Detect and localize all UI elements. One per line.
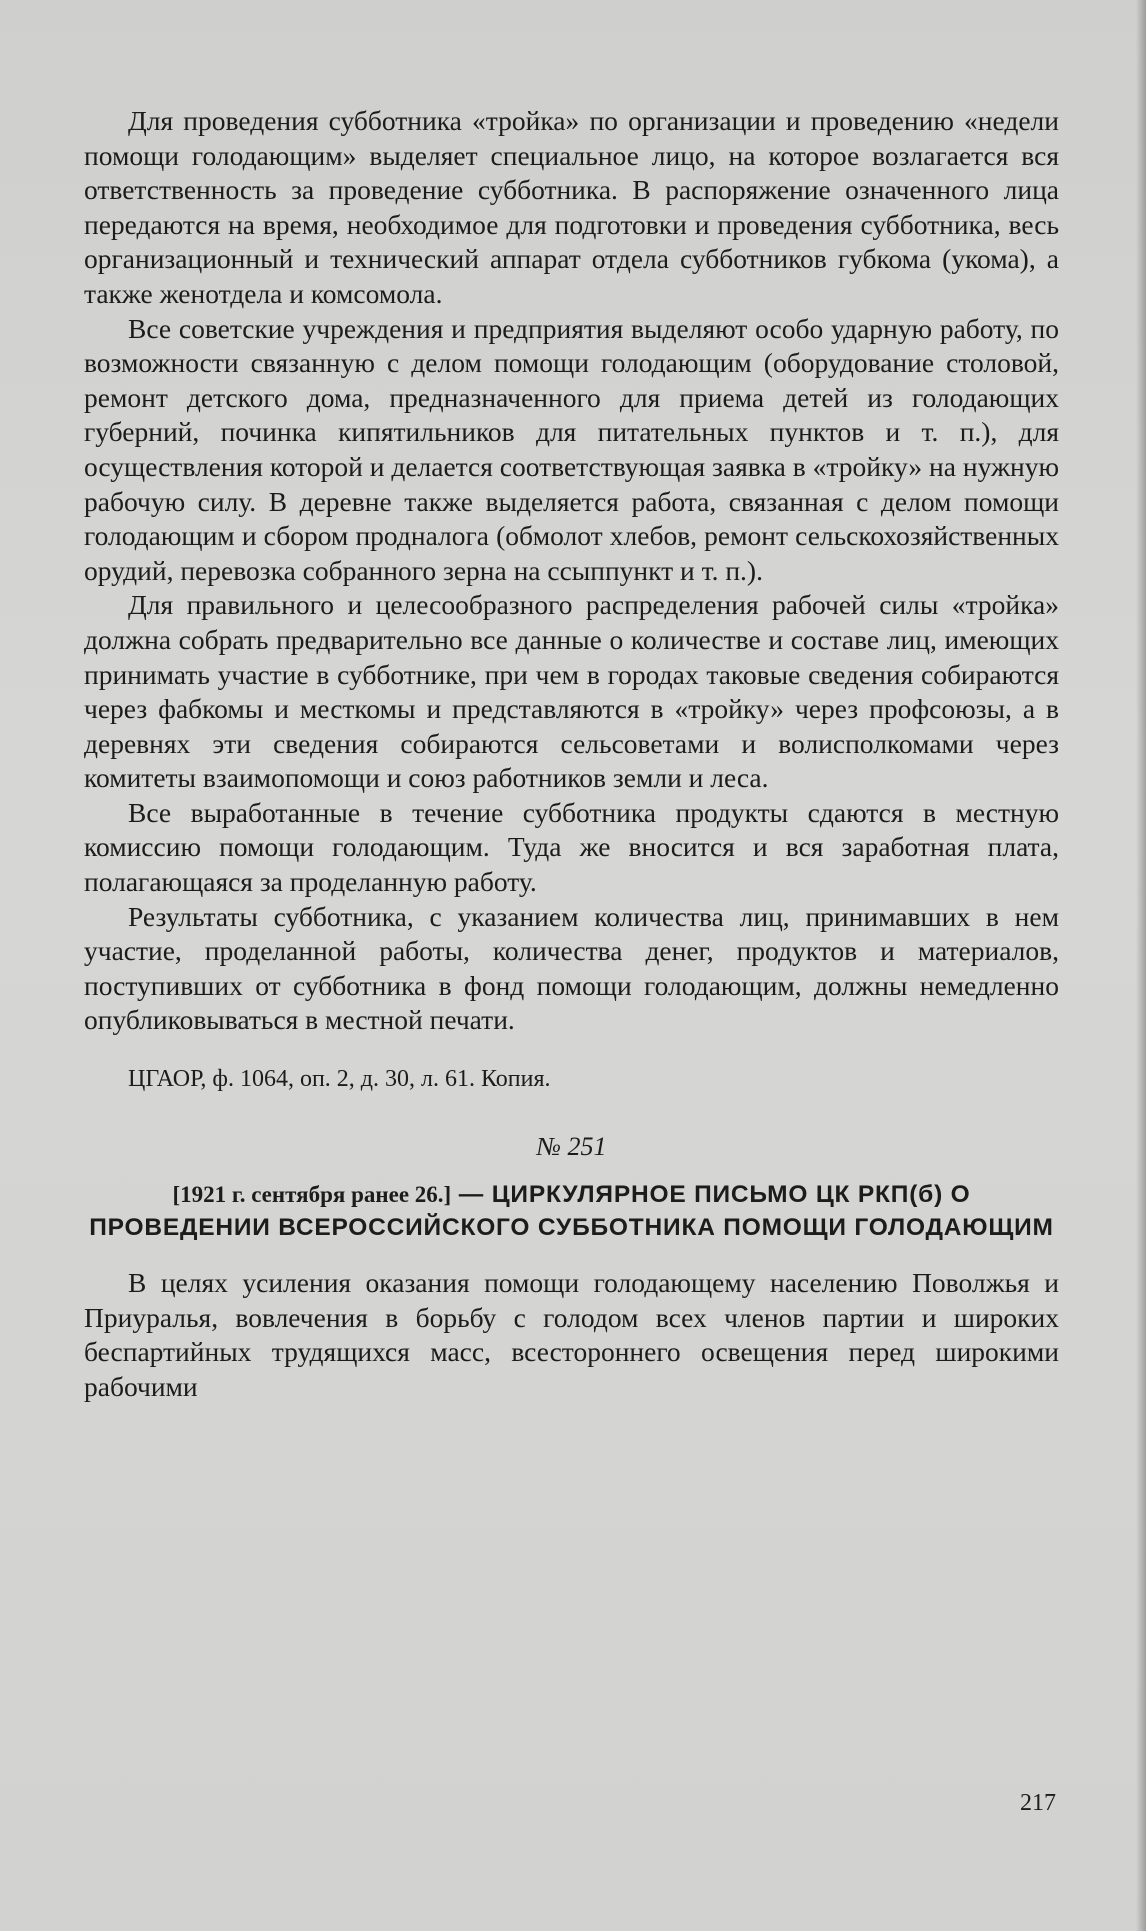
- paragraph: Все советские учреждения и предприятия выделяют особо ударную работу, по возможности связанную с делом помощи голодающим (оборудование столовой, ремонт детского дома, предназначенного для приема детей из голодающих губерний, починка кипятильников для питательных пунктов и т. п.), для осуществления которой и делается соответствующая заявка в «тройку» на нужную рабочую силу. В деревне также выделяется работа, связанная с делом помощи голодающим и сбором продналога (обмолот хлебов, ремонт сельскохозяйственных орудий, перевозка собранного зерна на ссыппункт и т. п.).: [84, 312, 1059, 586]
- document-heading: [84, 1178, 1059, 1244]
- page-edge-shadow: [1136, 0, 1146, 1931]
- paragraph: Все выработанные в течение субботника продукты сдаются в местную комиссию помощи голодающим. Туда же вносится и вся заработная плата, полагающаяся за проделанную работу.: [84, 796, 1059, 898]
- paragraph: Для проведения субботника «тройка» по организации и проведению «недели помощи голодающим» выделяет специальное лицо, на которое возлагается вся ответственность за проведение субботника. В распоряжение означенного лица передаются на время, необходимое для подготовки и проведения субботника, весь организационный и технический аппарат отдела субботников губкома (укома), а также женотдела и комсомола.: [84, 105, 1059, 309]
- archive-source-reference: ЦГАОР, ф. 1064, оп. 2, д. 30, л. 61. Копия.: [128, 1066, 551, 1093]
- paragraph: В целях усиления оказания помощи голодающему населению Поволжья и Приуралья, вовлечения в борьбу с голодом всех членов партии и широких беспартийных трудящихся масс, всестороннего освещения перед широкими рабочими: [84, 1267, 1059, 1402]
- heading-date: [1921 г. сентября ранее 26.]: [172, 1182, 452, 1208]
- document-number: № 251: [536, 1132, 607, 1162]
- page-number: 217: [1020, 1790, 1056, 1816]
- paragraph: Для правильного и целесообразного распределения рабочей силы «тройка» должна собрать предварительно все данные о количестве и составе лиц, имеющих принимать участие в субботнике, при чем в городах таковые сведения собираются через фабкомы и месткомы и представляются в «тройку» через профсоюзы, а в деревнях эти сведения собираются сельсоветами и волисполкомами через комитеты взаимопомощи и союз работников земли и леса.: [84, 589, 1059, 794]
- paragraph: Результаты субботника, с указанием количества лиц, принимавших в нем участие, проделанной работы, количества денег, продуктов и материалов, поступивших от субботника в фонд помощи голодающим, должны немедленно опубликовываться в местной печати.: [84, 900, 1059, 1036]
- heading-title: — ЦИРКУЛЯРНОЕ ПИСЬМО ЦК РКП(б) О ПРОВЕДЕНИИ ВСЕРОССИЙСКОГО СУББОТНИКА ПОМОЩИ ГОЛОДАЮЩИМ: [89, 1181, 1054, 1242]
- text-column: [84, 104, 1059, 1404]
